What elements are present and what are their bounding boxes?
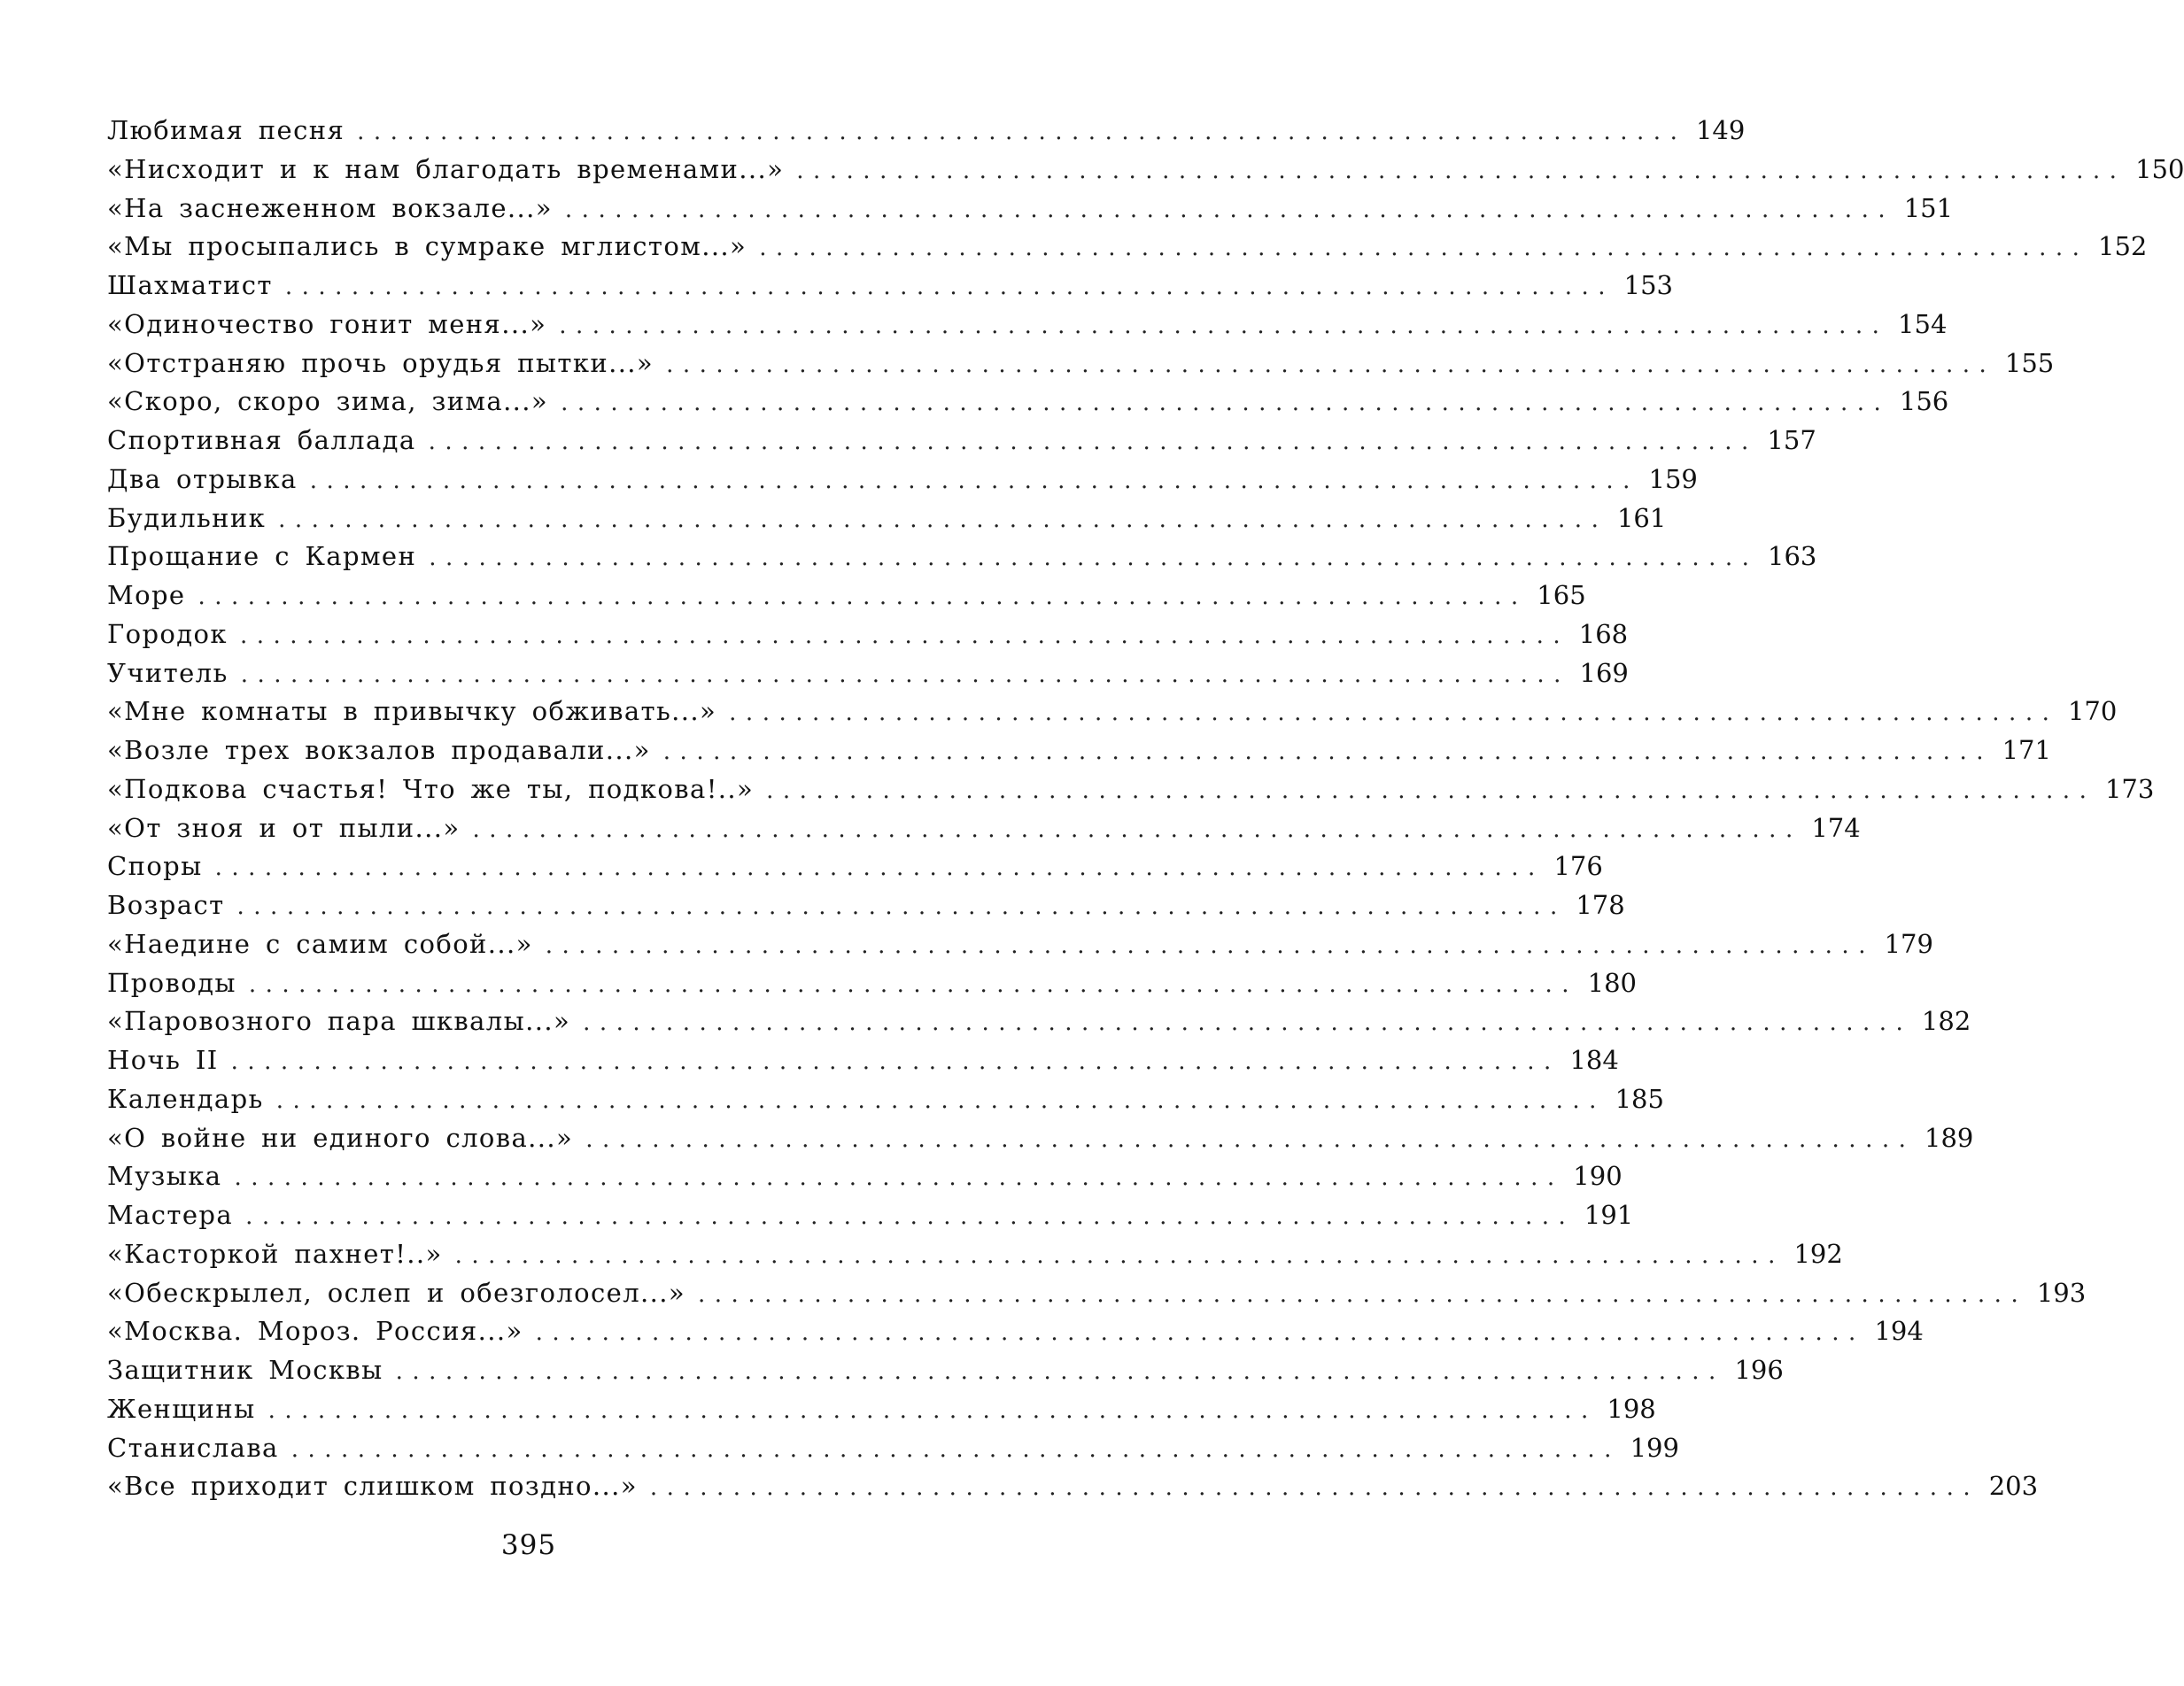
dot-leader: ................................................................................ bbox=[454, 1241, 1785, 1269]
toc-entry-title: «От зноя и от пыли...» bbox=[107, 812, 461, 843]
toc-entry-title: Мастера bbox=[107, 1200, 234, 1230]
toc-entry bbox=[107, 305, 1948, 344]
toc-entry-title: Спортивная баллада bbox=[107, 425, 416, 455]
toc-entry bbox=[107, 383, 1949, 422]
dot-leader: ................................................................................ bbox=[240, 661, 1570, 688]
toc-entry bbox=[107, 1002, 1971, 1041]
dot-leader: ................................................................................ bbox=[583, 1009, 1913, 1037]
toc-entry-title: «Подкова счастья! Что же ты, подкова!..» bbox=[107, 773, 755, 804]
toc-entry bbox=[107, 189, 1954, 228]
toc-entry-page-number: 192 bbox=[1793, 1238, 1843, 1269]
toc-entry-page-number: 196 bbox=[1734, 1355, 1784, 1385]
toc-entry-title: «Москва. Мороз. Россия...» bbox=[107, 1316, 523, 1347]
toc-entry-title: Море bbox=[107, 580, 186, 610]
toc-entry-title: Прощание с Кармен bbox=[107, 541, 417, 572]
toc-entry bbox=[107, 886, 1625, 925]
toc-entry-page-number: 180 bbox=[1587, 967, 1638, 998]
toc-entry-title: Проводы bbox=[107, 967, 236, 998]
toc-entry-title: «На заснеженном вокзале...» bbox=[107, 192, 553, 223]
toc-entry bbox=[107, 1235, 1843, 1274]
toc-entry-title: «Обескрылел, ослеп и обезголосел...» bbox=[107, 1277, 686, 1308]
dot-leader: ................................................................................ bbox=[284, 274, 1615, 300]
toc-entry-title: «Мне комнаты в привычку обживать...» bbox=[107, 696, 717, 727]
toc-entry-page-number: 176 bbox=[1553, 851, 1603, 882]
toc-entry-page-number: 165 bbox=[1537, 580, 1586, 610]
toc-entry bbox=[107, 228, 2148, 267]
dot-leader: ................................................................................ bbox=[585, 1125, 1916, 1153]
toc-entry bbox=[107, 1390, 1656, 1429]
dot-leader: ................................................................................ bbox=[245, 1203, 1576, 1230]
toc-entry bbox=[107, 1351, 1784, 1390]
toc-entry-page-number: 174 bbox=[1811, 812, 1861, 843]
page-number: 395 bbox=[500, 1529, 557, 1561]
dot-leader: ................................................................................ bbox=[698, 1280, 2028, 1308]
toc-entry bbox=[107, 112, 1746, 151]
toc-entry-page-number: 159 bbox=[1648, 463, 1698, 494]
dot-leader: ................................................................................ bbox=[428, 429, 1758, 455]
toc-entry bbox=[107, 770, 2155, 809]
toc-entry bbox=[107, 538, 1817, 576]
toc-entry-title: «Нисходит и к нам благодать временами...» bbox=[107, 153, 785, 184]
toc-entry-title: «Мы просыпались в сумраке мглистом...» bbox=[107, 231, 747, 262]
dot-leader: ................................................................................ bbox=[230, 1048, 1561, 1075]
toc-entry-page-number: 199 bbox=[1630, 1432, 1679, 1463]
toc-entry-title: Женщины bbox=[107, 1393, 256, 1424]
dot-leader: ................................................................................ bbox=[666, 351, 1996, 378]
toc-entry-page-number: 189 bbox=[1925, 1122, 1974, 1153]
toc-entry bbox=[107, 1157, 1623, 1196]
toc-entry-title: «Возле трех вокзалов продавали...» bbox=[107, 735, 651, 765]
toc-entry-page-number: 170 bbox=[2067, 696, 2118, 727]
toc-entry-page-number: 168 bbox=[1578, 618, 1629, 649]
toc-entry-title: Календарь bbox=[107, 1083, 264, 1114]
toc-entry-page-number: 155 bbox=[2004, 347, 2055, 378]
dot-leader: ................................................................................ bbox=[197, 584, 1528, 610]
toc-entry bbox=[107, 809, 1861, 848]
toc-entry-title: Будильник bbox=[107, 502, 267, 533]
dot-leader: ................................................................................ bbox=[796, 157, 2126, 184]
toc-entry-page-number: 185 bbox=[1615, 1083, 1664, 1114]
toc-entry-page-number: 157 bbox=[1767, 425, 1816, 455]
toc-entry-page-number: 161 bbox=[1616, 502, 1667, 533]
toc-entry-title: Музыка bbox=[107, 1161, 222, 1192]
toc-entry-title: Шахматист bbox=[107, 270, 273, 300]
toc-entry bbox=[107, 692, 2118, 731]
toc-entry-title: «Отстраняю прочь орудья пытки...» bbox=[107, 347, 654, 378]
dot-leader: ................................................................................ bbox=[278, 506, 1608, 533]
toc-entry bbox=[107, 151, 2184, 189]
toc-entry-title: Два отрывка bbox=[107, 463, 298, 494]
toc-entry bbox=[107, 460, 1698, 499]
dot-leader: ................................................................................ bbox=[564, 196, 1895, 223]
dot-leader: ................................................................................ bbox=[561, 390, 1891, 417]
toc-entry-page-number: 153 bbox=[1623, 270, 1674, 300]
toc-entry-page-number: 151 bbox=[1903, 192, 1954, 223]
toc-entry-title: Защитник Москвы bbox=[107, 1355, 383, 1385]
toc-entry-title: Станислава bbox=[107, 1432, 279, 1463]
toc-entry-title: Учитель bbox=[107, 657, 228, 688]
dot-leader: ................................................................................ bbox=[759, 235, 2089, 262]
toc-entry bbox=[107, 1119, 1974, 1158]
toc-entry bbox=[107, 847, 1603, 886]
toc-entry-page-number: 171 bbox=[2002, 735, 2051, 765]
dot-leader: ................................................................................ bbox=[239, 622, 1570, 649]
toc-entry-page-number: 169 bbox=[1579, 657, 1629, 688]
toc-entry-page-number: 182 bbox=[1921, 1006, 1971, 1037]
dot-leader: ................................................................................ bbox=[766, 777, 2096, 804]
toc-entry-title: «Касторкой пахнет!..» bbox=[107, 1238, 443, 1269]
toc-entry-page-number: 184 bbox=[1569, 1045, 1619, 1075]
toc-entry-page-number: 149 bbox=[1695, 115, 1746, 145]
toc-entry-page-number: 152 bbox=[2098, 231, 2148, 262]
toc-entry-title: «Все приходит слишком поздно...» bbox=[107, 1471, 638, 1502]
toc-entry-page-number: 163 bbox=[1768, 541, 1817, 572]
dot-leader: ................................................................................ bbox=[559, 312, 1889, 339]
toc-entry-page-number: 198 bbox=[1607, 1393, 1656, 1424]
dot-leader: ................................................................................ bbox=[309, 467, 1639, 494]
toc-entry-title: «Скоро, скоро зима, зима...» bbox=[107, 386, 549, 417]
toc-entry bbox=[107, 964, 1638, 1003]
toc-entry bbox=[107, 1312, 1924, 1351]
toc-entry bbox=[107, 1041, 1619, 1080]
table-of-contents bbox=[107, 112, 2184, 1506]
toc-entry-page-number: 178 bbox=[1576, 890, 1625, 920]
toc-entry-page-number: 156 bbox=[1899, 386, 1949, 417]
dot-leader: ................................................................................ bbox=[275, 1087, 1606, 1114]
toc-entry-page-number: 194 bbox=[1874, 1316, 1924, 1347]
toc-entry-page-number: 203 bbox=[1988, 1471, 2039, 1502]
toc-entry bbox=[107, 1429, 1679, 1468]
toc-entry bbox=[107, 1274, 2087, 1313]
dot-leader: ................................................................................ bbox=[472, 816, 1802, 843]
toc-entry-title: «О войне ни единого слова...» bbox=[107, 1122, 574, 1153]
toc-entry-page-number: 154 bbox=[1898, 308, 1948, 339]
dot-leader: ................................................................................ bbox=[357, 119, 1687, 145]
toc-entry bbox=[107, 1467, 2039, 1506]
toc-entry bbox=[107, 925, 1933, 964]
toc-entry bbox=[107, 615, 1629, 654]
dot-leader: ................................................................................ bbox=[545, 932, 1875, 959]
dot-leader: ................................................................................ bbox=[729, 700, 2059, 727]
dot-leader: ................................................................................ bbox=[429, 545, 1759, 572]
toc-entry-page-number: 173 bbox=[2104, 773, 2155, 804]
toc-entry-title: Ночь II bbox=[107, 1045, 219, 1075]
dot-leader: ................................................................................ bbox=[248, 971, 1579, 998]
toc-entry-title: «Наедине с самим собой...» bbox=[107, 928, 533, 959]
toc-entry-title: Городок bbox=[107, 618, 228, 649]
toc-entry bbox=[107, 499, 1667, 538]
toc-entry-title: Возраст bbox=[107, 890, 225, 920]
dot-leader: ................................................................................ bbox=[535, 1319, 1865, 1347]
toc-entry-title: «Паровозного пара шквалы...» bbox=[107, 1006, 571, 1037]
toc-entry-page-number: 190 bbox=[1573, 1161, 1623, 1192]
toc-entry-page-number: 191 bbox=[1584, 1200, 1634, 1230]
toc-entry-title: Любимая песня bbox=[107, 115, 345, 145]
toc-entry bbox=[107, 731, 2051, 770]
toc-entry-page-number: 179 bbox=[1884, 928, 1933, 959]
toc-entry bbox=[107, 654, 1629, 693]
dot-leader: ................................................................................ bbox=[236, 893, 1567, 920]
toc-entry-page-number: 193 bbox=[2036, 1277, 2087, 1308]
dot-leader: ................................................................................ bbox=[214, 855, 1545, 882]
dot-leader: ................................................................................ bbox=[662, 739, 1993, 765]
dot-leader: ................................................................................ bbox=[234, 1164, 1564, 1192]
toc-entry bbox=[107, 1196, 1634, 1235]
dot-leader: ................................................................................ bbox=[290, 1435, 1621, 1463]
toc-entry-title: Споры bbox=[107, 851, 203, 882]
dot-leader: ................................................................................ bbox=[267, 1396, 1598, 1424]
toc-entry-page-number: 150 bbox=[2135, 153, 2184, 184]
toc-entry bbox=[107, 1080, 1664, 1119]
toc-entry-title: «Одиночество гонит меня...» bbox=[107, 308, 547, 339]
dot-leader: ................................................................................ bbox=[395, 1358, 1725, 1385]
toc-entry bbox=[107, 576, 1586, 615]
toc-entry bbox=[107, 422, 1816, 460]
dot-leader: ................................................................................ bbox=[649, 1474, 1980, 1502]
toc-entry bbox=[107, 344, 2055, 383]
toc-entry bbox=[107, 267, 1674, 305]
